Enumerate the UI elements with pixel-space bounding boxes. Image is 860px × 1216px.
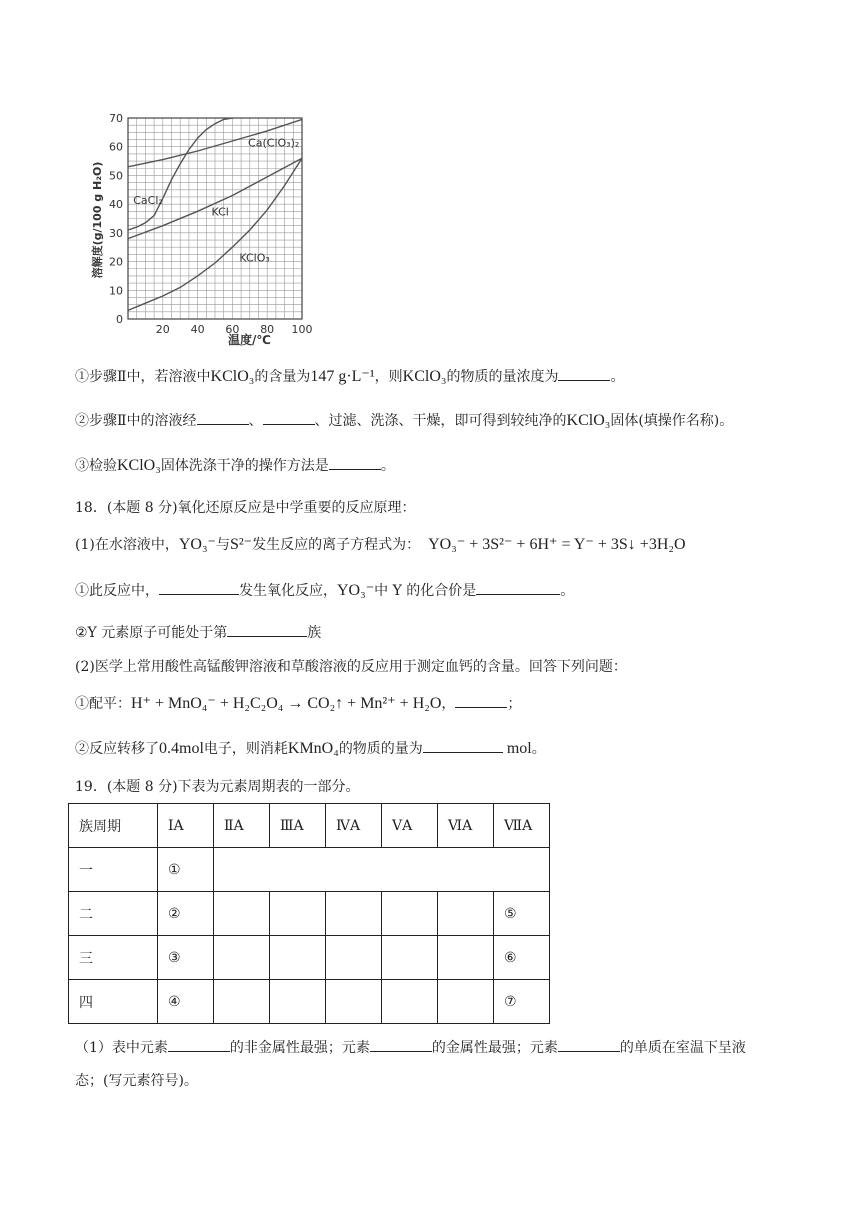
empty-cell: [214, 980, 270, 1024]
y-tick-label: 60: [109, 140, 123, 154]
answer-blank[interactable]: [168, 1039, 230, 1052]
q18-q3-text-b: ，: [441, 696, 456, 712]
q18-q4-text-c: 的物质的量为: [338, 741, 423, 757]
table-row: [69, 848, 550, 892]
period-cell: 三: [69, 936, 158, 980]
empty-cell: [438, 980, 494, 1024]
empty-cell: [382, 892, 438, 936]
table-header-cell: 族周期: [69, 804, 158, 848]
q18-q3: [75, 693, 521, 713]
q19-l1-text-d: 的单质在室温下呈液: [619, 1040, 746, 1056]
empty-cell: [326, 980, 382, 1024]
solubility-chart: [88, 108, 328, 348]
empty-cell: [326, 892, 382, 936]
empty-cell: [214, 936, 270, 980]
q19-l1-text-a: （1）表中元素: [75, 1040, 168, 1056]
q17-s3-text-b: 固体洗涤干净的操作方法是: [160, 458, 329, 474]
chart-x-label: 温度/℃: [228, 333, 271, 347]
q18-q4: [75, 738, 546, 758]
y-tick-label: 40: [109, 198, 123, 212]
answer-blank[interactable]: [197, 412, 249, 425]
table-row: [69, 892, 550, 936]
empty-cell: [270, 936, 326, 980]
q18-part2: (2)医学上常用酸性高锰酸钾溶液和草酸溶液的反应用于测定血钙的含量。回答下列问题：: [75, 659, 627, 675]
kclo3-content-value: 147 g·L⁻¹: [310, 368, 375, 385]
q17-s1-text-d: 的物质的量浓度为: [446, 369, 559, 385]
table-header-cell: ⅦA: [494, 804, 550, 848]
kclo3-formula: KClO₃: [402, 368, 447, 385]
q18-q1-text-c: 中 Y 的化合价是: [374, 583, 477, 599]
element-cell: ⑤: [494, 892, 550, 936]
table-row: [69, 980, 550, 1024]
element-cell: ④: [158, 980, 214, 1024]
q19-l1-text-b: 的非金属性最强；元素: [229, 1040, 370, 1056]
x-tick-label: 20: [155, 323, 170, 336]
y-tick-label: 10: [109, 284, 123, 298]
q17-step1: [75, 366, 624, 386]
table-header-cell: ⅤA: [382, 804, 438, 848]
answer-blank[interactable]: [558, 1039, 620, 1052]
q18-q1-text-b: 发生氧化反应，: [239, 583, 337, 599]
period-cell: 四: [69, 980, 158, 1024]
answer-blank[interactable]: [370, 1039, 432, 1052]
y-tick-label: 50: [109, 169, 123, 183]
q18-q2-text-b: 族: [307, 625, 322, 641]
q18-title: 18．(本题 8 分)氧化还原反应是中学重要的反应原理：: [75, 500, 416, 516]
x-tick-label: 100: [291, 323, 313, 336]
x-tick-label: 40: [190, 323, 205, 336]
table-row: [69, 936, 550, 980]
table-header-cell: ⅠA: [158, 804, 214, 848]
q18-p1-text-b: 与: [215, 537, 230, 553]
series-label: KClO₃: [239, 251, 270, 265]
q19-l1-text-c: 的金属性最强；元素: [431, 1040, 558, 1056]
ionic-equation: YO₃⁻ + 3S²⁻ + 6H⁺ = Y⁻ + 3S↓ +3H₂O: [428, 536, 686, 553]
periodic-table-fragment: [68, 803, 550, 1024]
q18-p1-text-a: (1)在水溶液中，: [75, 537, 179, 553]
yo3-ion: YO₃⁻: [337, 582, 375, 599]
empty-cell: [270, 892, 326, 936]
answer-blank[interactable]: [329, 457, 381, 470]
empty-cell: [270, 980, 326, 1024]
chart-y-label: 溶解度(g/100 g H₂O): [91, 161, 104, 279]
electron-amount: 0.4mol: [159, 740, 204, 757]
q18-q4-text-a: ②反应转移了: [75, 741, 159, 757]
q19-line2: 态；(写元素符号)。: [75, 1073, 198, 1089]
table-header-cell: ⅥA: [438, 804, 494, 848]
q18-p1-text-c: 发生反应的离子方程式为：: [252, 537, 421, 553]
yo3-ion: YO₃⁻: [178, 536, 216, 553]
q17-s1-text-b: 的含量为: [254, 369, 311, 385]
q18-q4-text-e: 。: [531, 741, 546, 757]
x-tick-label: 60: [225, 323, 240, 336]
period-cell: 二: [69, 892, 158, 936]
series-label: CaCl₂: [133, 194, 163, 208]
sulfide-ion: S²⁻: [229, 536, 253, 553]
q18-q2: [75, 622, 321, 642]
redox-equation: H⁺ + MnO₄⁻ + H₂C₂O₄ → CO₂↑ + Mn²⁺ + H₂O: [131, 695, 442, 712]
series-label: KCl: [211, 205, 229, 219]
q18-q3-text-a: ①配平：: [75, 696, 131, 712]
kclo3-formula: KClO₃: [566, 412, 611, 429]
element-cell: ⑦: [494, 980, 550, 1024]
empty-cell: [214, 892, 270, 936]
q18-q2-text-a: ②Y 元素原子可能处于第: [75, 625, 228, 641]
element-cell: ①: [158, 848, 214, 892]
y-tick-label: 0: [116, 313, 123, 326]
answer-blank[interactable]: [455, 695, 507, 708]
x-tick-label: 80: [260, 323, 275, 336]
answer-blank[interactable]: [227, 624, 307, 637]
table-header-cell: ⅢA: [270, 804, 326, 848]
series-label: Ca(ClO₃)₂: [248, 136, 300, 150]
empty-cell: [438, 892, 494, 936]
q18-q4-text-b: 电子，则消耗: [203, 741, 288, 757]
mol-unit: mol: [506, 740, 532, 757]
q18-q1-text-a: ①此反应中，: [75, 583, 159, 599]
period-cell: 一: [69, 848, 158, 892]
y-tick-label: 30: [109, 226, 123, 240]
answer-blank[interactable]: [263, 412, 315, 425]
q17-s2-text-c: 、过滤、洗涤、干燥，即可得到较纯净的: [314, 413, 567, 429]
table-header-row: [69, 804, 550, 848]
element-cell: ③: [158, 936, 214, 980]
q19-line1: [75, 1037, 746, 1057]
q17-s2-text-d: 固体(填操作名称)。: [610, 413, 734, 429]
kclo3-formula: KClO₃: [117, 457, 161, 474]
element-cell: ⑥: [494, 936, 550, 980]
q18-q1-text-d: 。: [560, 583, 575, 599]
table-header-cell: ⅡA: [214, 804, 270, 848]
empty-cell: [438, 936, 494, 980]
answer-blank[interactable]: [476, 582, 560, 595]
q18-q1: [75, 580, 574, 600]
element-cell: ②: [158, 892, 214, 936]
answer-blank[interactable]: [423, 740, 503, 753]
answer-blank[interactable]: [558, 368, 610, 381]
q18-q3-text-c: ；: [507, 696, 522, 712]
q17-s2-text-a: ②步骤Ⅱ中的溶液经: [75, 413, 197, 429]
q17-s1-text-c: ，则: [374, 369, 403, 385]
q17-step2: [75, 410, 733, 430]
q17-s1-text-e: 。: [610, 369, 625, 385]
y-tick-label: 70: [109, 112, 123, 125]
empty-cell: [382, 936, 438, 980]
empty-cell: [382, 980, 438, 1024]
q19-title: 19．(本题 8 分)下表为元素周期表的一部分。: [75, 779, 360, 795]
q18-part1: [75, 534, 686, 554]
y-tick-label: 20: [109, 255, 123, 269]
q17-s3-text-c: 。: [380, 458, 395, 474]
kclo3-formula: KClO₃: [210, 368, 255, 385]
q17-s3-text-a: ③检验: [75, 458, 117, 474]
empty-span-cell: [214, 848, 550, 892]
q17-s1-text-a: ①步骤Ⅱ中，若溶液中: [75, 369, 211, 385]
kmno4-formula: KMnO₄: [287, 740, 339, 757]
answer-blank[interactable]: [159, 582, 239, 595]
q17-step3: [75, 455, 395, 475]
table-header-cell: ⅣA: [326, 804, 382, 848]
empty-cell: [326, 936, 382, 980]
q17-s2-text-b: 、: [248, 413, 263, 429]
